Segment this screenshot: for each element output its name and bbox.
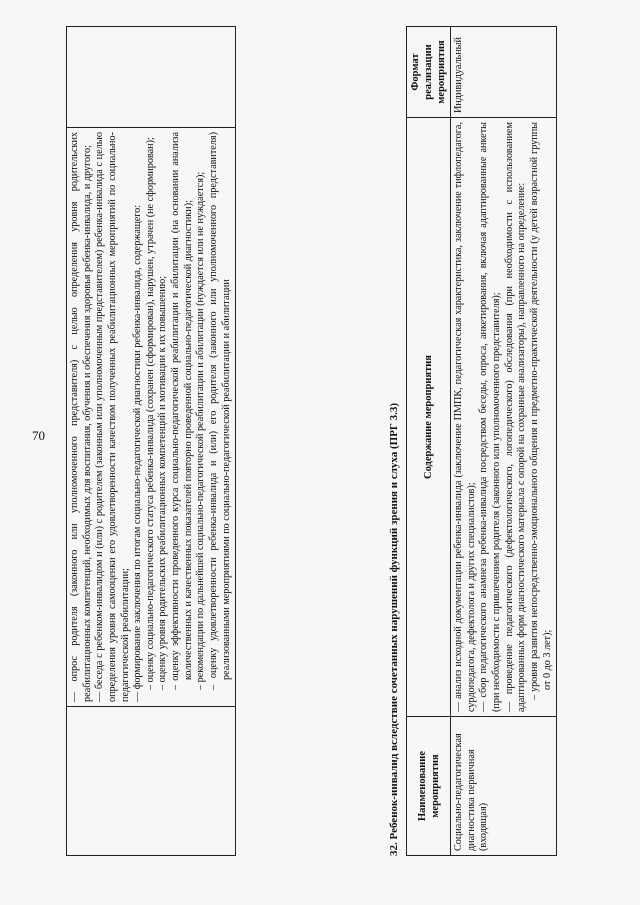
upper-table xyxy=(66,26,236,856)
lower-table xyxy=(406,26,557,856)
list-item: – оценку эффективности проведенного курса социально-педагогической реабилитации и абилитации (на основании анализа количественных и качественных показателей повторно проведенной социально-педагогической диагностики); xyxy=(170,132,194,690)
list-item: – оценку удовлетворенности ребенка-инвалида и (или) его родителя (законного или уполномоченного представителя) реализованными мероприятиями по социально-педагогической реабилитации и абилитации xyxy=(208,132,232,690)
empty-format-cell xyxy=(67,27,236,128)
header-content: Содержание мероприятия xyxy=(407,118,451,717)
table-row xyxy=(451,27,557,856)
table-row xyxy=(67,27,236,856)
section-title: 32. Ребенок-инвалид вследствие сочетанных нарушений функций зрения и слуха (ПРГ 3.3) xyxy=(388,402,400,856)
paragraph: — формирование заключения по итогам социально-педагогической диагностики ребенка-инвалида, содержащего: xyxy=(132,204,144,702)
content-cell xyxy=(67,128,236,707)
paragraph: — опрос родителя (законного или уполномоченного представителя) с целью определения уровня родительских реабилитационных компетенций, необходимых для воспитания, обучения и обеспечения здоровья ребенка-инвалида, и другого; xyxy=(69,132,93,702)
page-number: 70 xyxy=(32,428,45,443)
rotated-document-sheet xyxy=(66,26,574,856)
paragraph: — проведение педагогического (дефектологического, логопедического) обследования (при необходимости с использованием адаптированных форм диагностического материала с опорой на сохранные анализаторы), направленного на определение: xyxy=(503,122,528,712)
header-format: Формат реализации мероприятия xyxy=(407,27,451,118)
list-item: – оценку социально-педагогического статуса ребенка-инвалида (сохранен (сформирован), нарушен, утрачен (не сформирован); xyxy=(144,137,156,690)
content-cell xyxy=(451,118,557,717)
format-cell: Индивидуальный xyxy=(451,27,557,118)
empty-name-cell xyxy=(67,707,236,856)
table-header-row xyxy=(407,27,451,856)
name-cell: Социально-педагогическая диагностика первичная (входящая) xyxy=(451,717,557,856)
paragraph: — анализ исходной документации ребенка-инвалида (заключение ПМПК, педагогическая характеристика, заключение тифлопедагога, сурдопедагога, дефектолога и других специалистов); xyxy=(453,122,477,712)
paragraph: — сбор педагогического анамнеза ребенка-инвалида посредством беседы, опроса, анкетирования, включая адаптированные анкеты (при необходимости с привлечением родителя (законного или уполномоченного представителя); xyxy=(478,122,502,712)
header-name: Наименование мероприятия xyxy=(407,717,451,856)
list-item: – оценку уровня родительских реабилитационных компетенций и мотивации к их повышению; xyxy=(157,275,169,690)
list-item: – рекомендации по дальнейшей социально-педагогической реабилитации и абилитации (нуждается или не нуждается); xyxy=(195,171,207,690)
paragraph: — беседа с ребенком-инвалидом и (или) с родителем (законным или уполномоченным представителем) ребенка-инвалида с целью определения уровня самооценки его удовлетворенности качеством полученных реабилитационных мероприятий по социально-педагогической реабилитации; xyxy=(94,132,131,702)
list-item: – уровня развития непосредственно-эмоционального общения и предметно-практической деятельности (у детей возрастной группы от 0 до 3 лет); xyxy=(528,122,553,700)
